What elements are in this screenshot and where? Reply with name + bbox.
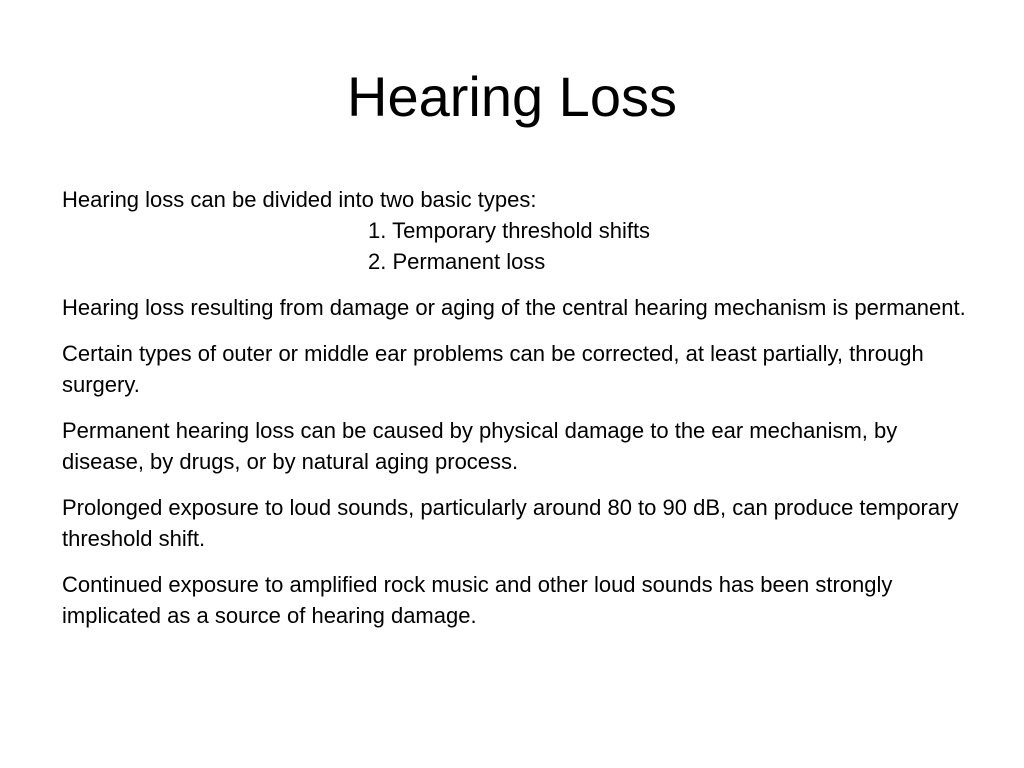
paragraph-central-mechanism: Hearing loss resulting from damage or aging of the central hearing mechanism is permanent. (62, 295, 966, 320)
type-item-permanent: 2. Permanent loss (368, 249, 546, 274)
slide-title: Hearing Loss (347, 65, 677, 128)
paragraph-causes: Permanent hearing loss can be caused by physical damage to the ear mechanism, by disease, by drugs, or by natural aging process. (62, 418, 898, 474)
slide-body (62, 184, 982, 646)
type-item-temporary: 1. Temporary threshold shifts (368, 218, 651, 243)
intro-block (62, 184, 982, 277)
paragraph-loud-sounds: Prolonged exposure to loud sounds, particularly around 80 to 90 dB, can produce temporary threshold shift. (62, 495, 959, 551)
paragraph-surgery: Certain types of outer or middle ear problems can be corrected, at least partially, through surgery. (62, 341, 924, 397)
paragraph-rock-music: Continued exposure to amplified rock music and other loud sounds has been strongly implicated as a source of hearing damage. (62, 572, 893, 628)
intro-text: Hearing loss can be divided into two basic types: (62, 187, 537, 212)
